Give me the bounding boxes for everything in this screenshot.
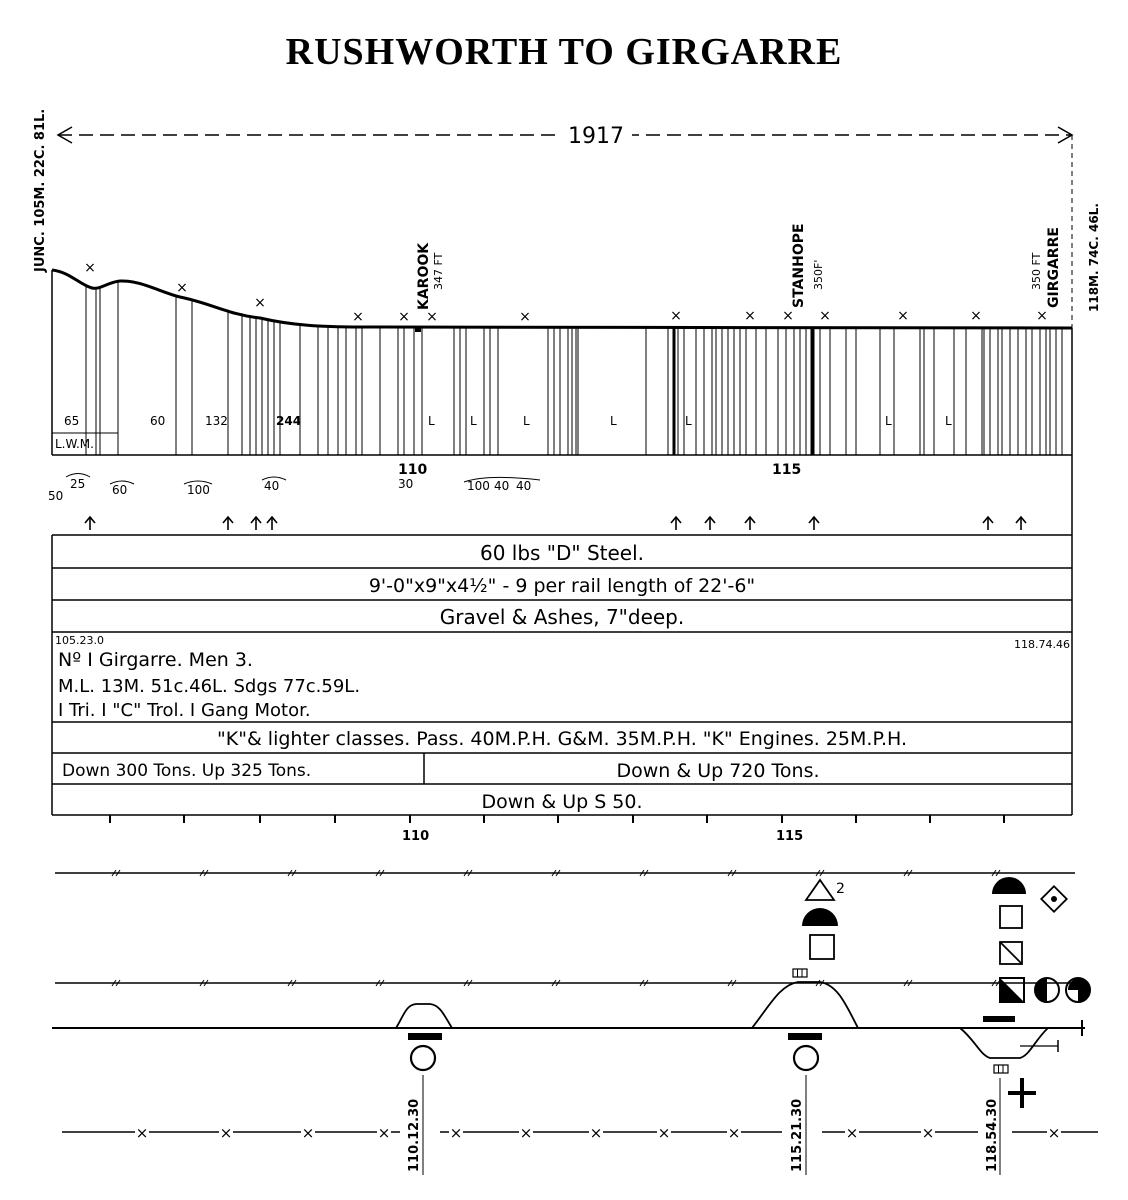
girgarre-platform [960, 1016, 1058, 1073]
cross-icon [1008, 1078, 1036, 1108]
crossing-markers [84, 260, 1048, 325]
svg-text:350F': 350F' [812, 259, 825, 290]
svg-text:L.W.M.: L.W.M. [55, 437, 94, 451]
crossing-x-icon: × [398, 309, 410, 325]
svg-text:118.54.30: 118.54.30 [985, 1098, 1000, 1172]
fence-x-icon: × [921, 1124, 935, 1142]
gradient-labels [55, 414, 952, 451]
crossing-x-icon: × [782, 308, 794, 324]
crossing-x-icon: × [519, 309, 531, 325]
svg-text:350 FT: 350 FT [1030, 252, 1043, 290]
crossing-x-icon: × [1036, 308, 1048, 324]
karook-mileage [405, 1075, 423, 1175]
svg-text:JUNC. 105M. 22C. 81L.: JUNC. 105M. 22C. 81L. [33, 108, 48, 272]
crossing-x-icon: × [426, 309, 438, 325]
fence-x-icon: × [589, 1124, 603, 1142]
gang-line-3: I Tri. I "C" Trol. I Gang Motor. [58, 700, 311, 721]
svg-text:100: 100 [467, 479, 490, 493]
signal-row: Down & Up S 50. [481, 791, 643, 813]
arrow-markers [85, 517, 1026, 530]
svg-text:110.12.30: 110.12.30 [407, 1098, 422, 1172]
svg-text:L: L [523, 414, 530, 428]
fence-x-icon: × [449, 1124, 463, 1142]
fence-x-icon: × [301, 1124, 315, 1142]
crossing-x-icon: × [819, 308, 831, 324]
svg-text:40: 40 [516, 479, 532, 493]
karook-platform [396, 1004, 452, 1070]
fence-x-icon: × [377, 1124, 391, 1142]
svg-text:244: 244 [276, 414, 302, 428]
milepost-110: 110 [402, 829, 430, 844]
mileage-start: 105.23.0 [55, 634, 104, 647]
diamond-icon [1041, 886, 1066, 911]
load-right: Down & Up 720 Tons. [616, 760, 820, 782]
svg-text:GIRGARRE: GIRGARRE [1046, 227, 1062, 308]
crossing-x-icon: × [670, 308, 682, 324]
svg-text:KAROOK: KAROOK [416, 242, 432, 310]
svg-text:L: L [428, 414, 435, 428]
svg-text:25: 25 [70, 477, 86, 491]
milepost-115: 115 [776, 829, 804, 844]
stanhope-platform [752, 969, 858, 1070]
svg-text:347 FT: 347 FT [432, 252, 445, 290]
svg-text:STANHOPE: STANHOPE [791, 223, 807, 308]
girgarre-mileage [983, 1078, 1000, 1175]
svg-text:30: 30 [398, 477, 414, 491]
load-left: Down 300 Tons. Up 325 Tons. [62, 761, 312, 781]
fence-x-icon: × [727, 1124, 741, 1142]
milepost-115-top: 115 [772, 462, 802, 478]
svg-text:118M. 74C. 46L.: 118M. 74C. 46L. [1087, 203, 1101, 312]
crossing-x-icon: × [970, 308, 982, 324]
half-circle-icon [1035, 978, 1059, 1002]
fence-x-icon: × [657, 1124, 671, 1142]
crossing-x-icon: × [176, 280, 188, 296]
svg-text:60: 60 [150, 414, 166, 428]
svg-text:L: L [685, 414, 692, 428]
svg-text:115.21.30: 115.21.30 [790, 1098, 805, 1172]
span-length: 1917 [568, 124, 624, 149]
svg-text:L: L [610, 414, 617, 428]
station-karook [416, 242, 445, 310]
junction-left-label [33, 109, 48, 273]
triangle-note: 2 [836, 881, 845, 897]
rail-row: 60 lbs "D" Steel. [479, 541, 645, 565]
mileage-end: 118.74.46 [1014, 638, 1070, 651]
svg-text:L: L [945, 414, 952, 428]
crossing-x-icon: × [352, 309, 364, 325]
speed-row: "K"& lighter classes. Pass. 40M.P.H. G&M. 35M.P.H. "K" Engines. 25M.P.H. [217, 728, 907, 750]
fence-x-icon: × [519, 1124, 533, 1142]
fence-x-icon: × [135, 1124, 149, 1142]
station-girgarre [1030, 227, 1062, 308]
svg-text:L: L [885, 414, 892, 428]
diagram-title: RUSHWORTH TO GIRGARRE [285, 31, 843, 73]
junction-right-label [1087, 203, 1101, 312]
svg-text:40: 40 [264, 479, 280, 493]
crossing-x-icon: × [84, 260, 96, 276]
ballast-row: Gravel & Ashes, 7"deep. [439, 605, 685, 629]
stanhope-symbols [802, 880, 845, 959]
fence-x-icon: × [845, 1124, 859, 1142]
crossing-x-icon: × [254, 295, 266, 311]
crossing-x-icon: × [897, 308, 909, 324]
sleepers-row: 9'-0"x9"x4½" - 9 per rail length of 22'-6" [368, 575, 756, 597]
svg-text:L: L [470, 414, 477, 428]
station-stanhope [791, 223, 825, 308]
svg-text:40: 40 [494, 479, 510, 493]
svg-text:60: 60 [112, 483, 128, 497]
boundary-fence [62, 1124, 1098, 1142]
split-circle-icon [1066, 978, 1090, 1002]
milepost-110-top: 110 [398, 462, 428, 478]
fence-x-icon: × [219, 1124, 233, 1142]
crossing-x-icon: × [744, 308, 756, 324]
svg-text:100: 100 [187, 483, 210, 497]
gang-line-1: Nº I Girgarre. Men 3. [58, 649, 253, 671]
svg-text:50: 50 [48, 489, 64, 503]
fence-x-icon: × [1047, 1124, 1061, 1142]
svg-text:65: 65 [64, 414, 80, 428]
stanhope-mileage [788, 1075, 806, 1175]
gang-line-2: M.L. 13M. 51c.46L. Sdgs 77c.59L. [58, 676, 361, 697]
svg-text:132: 132 [205, 414, 228, 428]
